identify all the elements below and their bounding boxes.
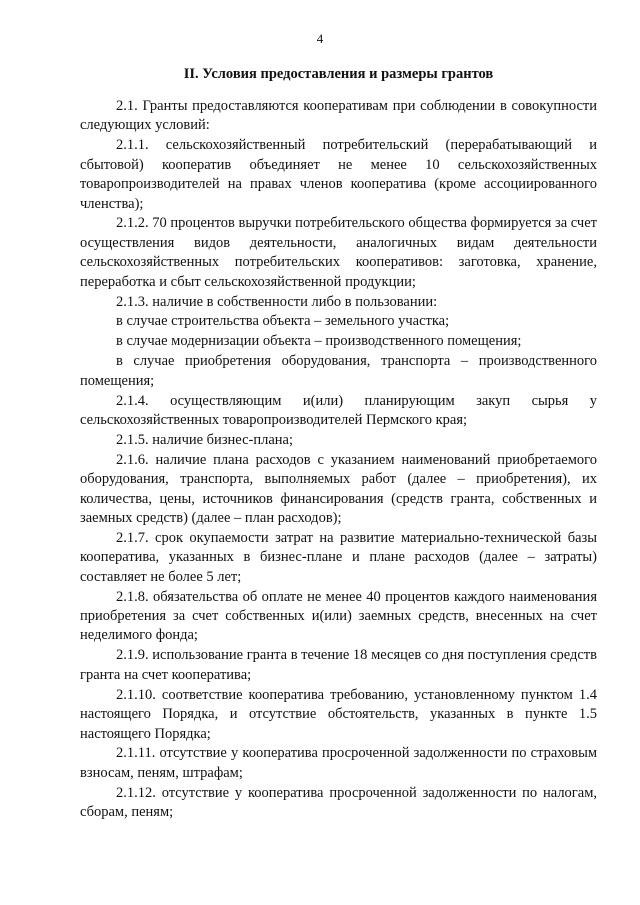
page-number: 4 [316,31,324,46]
paragraph-2-1-6: 2.1.6. наличие плана расходов с указанием наименований приобретаемого оборудования, транспорта, выполняемых работ (далее – приобретения), их количества, цены, источников финансирования (средств гранта, собственных и заемных средств) (далее – план расходов); [80,451,597,527]
paragraph-production-premises: в случае модернизации объекта – производственного помещения; [116,333,522,350]
paragraph-2-1-4: 2.1.4. осуществляющим и(или) планирующим закуп сырья у сельскохозяйственных товаропроизводителей Пермского края; [80,392,597,428]
paragraph-2-1: 2.1. Гранты предоставляются кооперативам при соблюдении в совокупности следующих условий: [80,98,597,134]
paragraph-2-1-11: 2.1.11. отсутствие у кооператива просроченной задолженности по страховым взносам, пеням, штрафам; [80,745,597,781]
section-heading: II. Условия предоставления и размеры грантов [183,66,494,82]
paragraph-2-1-8: 2.1.8. обязательства об оплате не менее 40 процентов каждого наименования приобретения за счет собственных и(или) заемных средств, внесенных на счет неделимого фонда; [80,588,597,644]
paragraph-2-1-12: 2.1.12. отсутствие у кооператива просроченной задолженности по налогам, сборам, пеням; [80,784,597,821]
paragraph-2-1-7: 2.1.7. срок окупаемости затрат на развитие материально-технической базы кооператива, указанных в бизнес-плане и плане расходов (далее – затраты) составляет не более 5 лет; [80,529,597,585]
paragraph-2-1-1: 2.1.1. сельскохозяйственный потребительский (перерабатывающий и сбытовой) кооператив объединяет не менее 10 сельскохозяйственных товаропроизводителей на правах членов кооператива (кроме ассоциированного членства); [80,137,597,212]
paragraph-equipment-transport: в случае приобретения оборудования, транспорта – производственного помещения; [80,353,597,389]
paragraph-land-plot: в случае строительства объекта – земельного участка; [116,313,450,330]
paragraph-2-1-9: 2.1.9. использование гранта в течение 18 месяцев со дня поступления средств гранта на счет кооператива; [80,647,597,683]
paragraph-2-1-5: 2.1.5. наличие бизнес-плана; [116,431,294,448]
paragraph-2-1-10: 2.1.10. соответствие кооператива требованию, установленному пунктом 1.4 настоящего Порядка, и отсутствие обстоятельств, указанных в пункте 1.5 настоящего Порядка; [80,686,597,742]
paragraph-2-1-2: 2.1.2. 70 процентов выручки потребительского общества формируется за счет осуществления видов деятельности, аналогичных видам деятельности сельскохозяйственных потребительских кооперативов: заготовка, хранение, переработка и сбыт сельскохозяйственной продукции; [80,215,597,290]
paragraph-2-1-3: 2.1.3. наличие в собственности либо в пользовании: [116,293,438,310]
document-body [80,97,597,823]
